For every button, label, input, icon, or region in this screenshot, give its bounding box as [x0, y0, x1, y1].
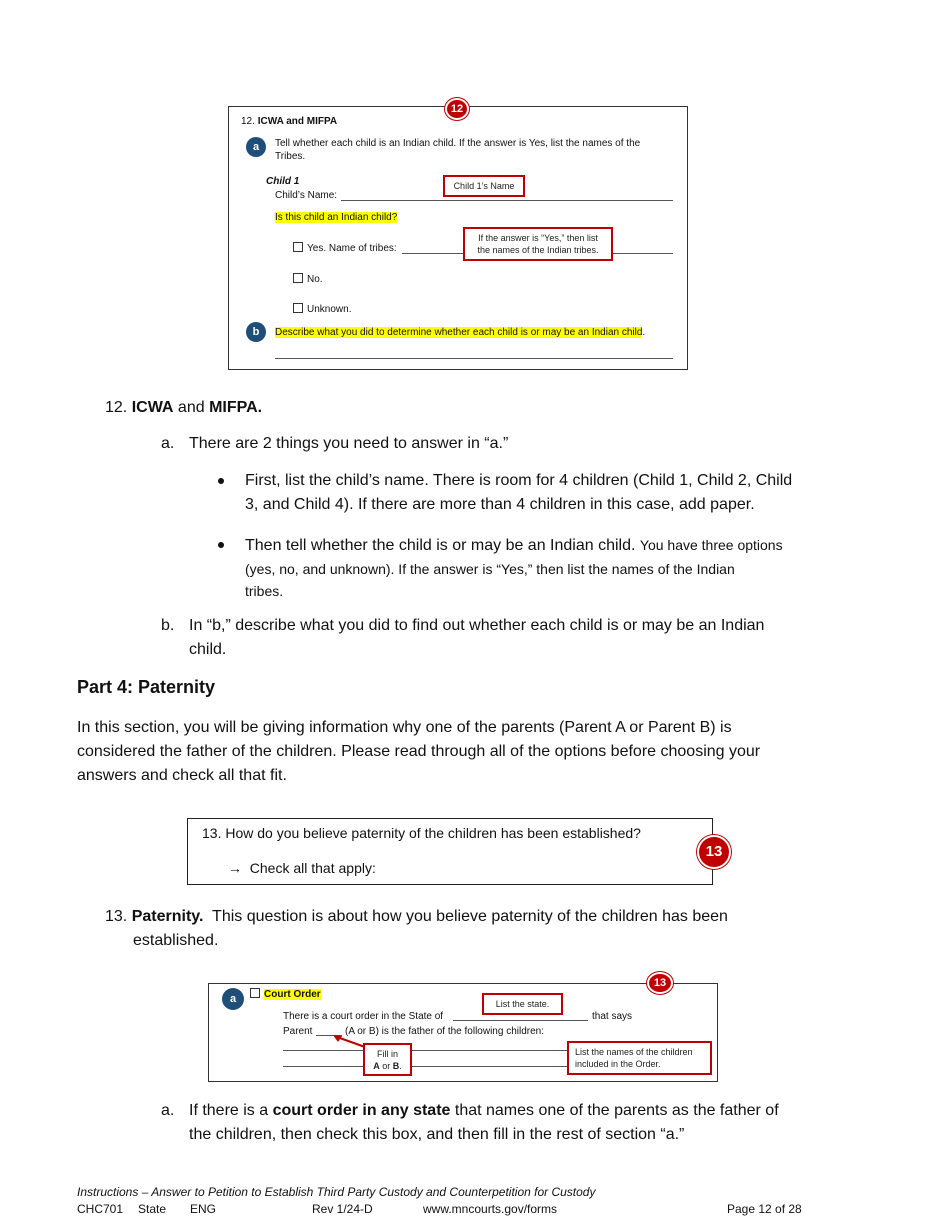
- child-name-label: Child’s Name:: [275, 190, 338, 201]
- fill-in-callout: Fill in A or B.: [363, 1043, 412, 1076]
- court-order-line1-start: There is a court order in the State of: [283, 1011, 444, 1022]
- section12-a-text: There are 2 things you need to answer in “a.”: [189, 435, 509, 452]
- unknown-checkbox[interactable]: [293, 303, 303, 313]
- figure-12-badge: 12: [445, 98, 469, 120]
- figure-13-badge-small: 13: [647, 972, 673, 994]
- part4-paragraph: In this section, you will be giving information why one of the parents (Parent A or Parent B) is considered the father of the children. Please read through all of the options before choosing your answers and check all that fit.: [77, 719, 761, 784]
- state-line: [453, 1020, 588, 1021]
- bullet-2: [218, 542, 224, 548]
- section12-a-label: a.: [161, 435, 175, 452]
- yes-checkbox[interactable]: [293, 242, 303, 252]
- yes-option: Yes. Name of tribes:: [293, 242, 397, 255]
- unknown-option: Unknown.: [293, 303, 351, 316]
- footer-form-code: CHC701: [77, 1202, 124, 1216]
- state-callout: List the state.: [482, 993, 563, 1015]
- figure2-question: 13. How do you believe paternity of the children has been established?: [202, 825, 641, 841]
- no-option: No.: [293, 273, 323, 286]
- court-order-line2-start: Parent: [283, 1026, 313, 1037]
- figure3-a-badge: a: [222, 988, 244, 1010]
- footer-state: State: [138, 1202, 167, 1216]
- child-label: Child 1: [266, 176, 300, 187]
- court-order-checkbox[interactable]: [250, 988, 260, 998]
- footer-page-number: Page 12 of 28: [727, 1202, 802, 1216]
- section12-b-label: b.: [161, 617, 175, 634]
- footer-rev: Rev 1/24-D: [312, 1202, 373, 1216]
- footer-lang: ENG: [190, 1202, 217, 1216]
- figure1-b-text: Describe what you did to determine whether each child is or may be an Indian child.: [275, 327, 646, 338]
- court-order-line2-end: (A or B) is the father of the following children:: [345, 1026, 544, 1037]
- section12-b-text: In “b,” describe what you did to find out whether each child is or may be an Indian child.: [189, 617, 765, 658]
- indian-child-question: Is this child an Indian child?: [275, 212, 398, 223]
- children-line-1: [283, 1050, 568, 1051]
- bullet1-text: First, list the child’s name. There is room for 4 children (Child 1, Child 2, Child 3, and Child 4). If there are more than 4 children in this case, add paper.: [245, 472, 793, 513]
- court-order-option: Court Order: [250, 988, 321, 1001]
- section13-text: 13. Paternity. This question is about how you believe paternity of the children has been established.: [105, 908, 728, 949]
- footer-title: Instructions – Answer to Petition to Establish Third Party Custody and Counterpetition for Custody: [77, 1185, 596, 1199]
- bullet2-text: Then tell whether the child is or may be an Indian child. You have three options (yes, no, and unknown). If the answer is “Yes,” then list the names of the Indian tribes.: [245, 537, 783, 599]
- figure1-a-badge: a: [246, 137, 266, 157]
- children-callout: List the names of the children included in the Order.: [567, 1041, 712, 1075]
- footer-url[interactable]: www.mncourts.gov/forms: [423, 1202, 558, 1216]
- child-name-line: [341, 200, 673, 201]
- figure1-a-text: Tell whether each child is an Indian child. If the answer is Yes, list the names of the Tribes.: [275, 138, 641, 162]
- section13a-label: a.: [161, 1102, 175, 1119]
- section12-heading: 12. ICWA and MIFPA.: [105, 399, 263, 416]
- figure1-heading: 12. ICWA and MIFPA: [241, 116, 338, 127]
- figure-13-badge-large: 13: [697, 835, 731, 869]
- figure1-b-badge: b: [246, 322, 266, 342]
- tribes-callout: If the answer is “Yes,” then list the names of the Indian tribes.: [463, 227, 613, 261]
- bullet-1: [218, 478, 224, 484]
- figure1-b-line: [275, 358, 673, 359]
- fill-in-arrow: [330, 1034, 370, 1050]
- no-checkbox[interactable]: [293, 273, 303, 283]
- section13a-text: If there is a court order in any state that names one of the parents as the father of the children, then check this box, and then fill in the rest of section “a.”: [189, 1102, 779, 1143]
- child-name-callout: Child 1’s Name: [443, 175, 525, 197]
- part4-heading: Part 4: Paternity: [77, 677, 216, 697]
- children-line-2: [283, 1066, 568, 1067]
- arrow-right-icon: →: [228, 860, 242, 876]
- figure2-instruction: → Check all that apply:: [228, 860, 376, 876]
- court-order-line1-end: that says: [592, 1011, 633, 1022]
